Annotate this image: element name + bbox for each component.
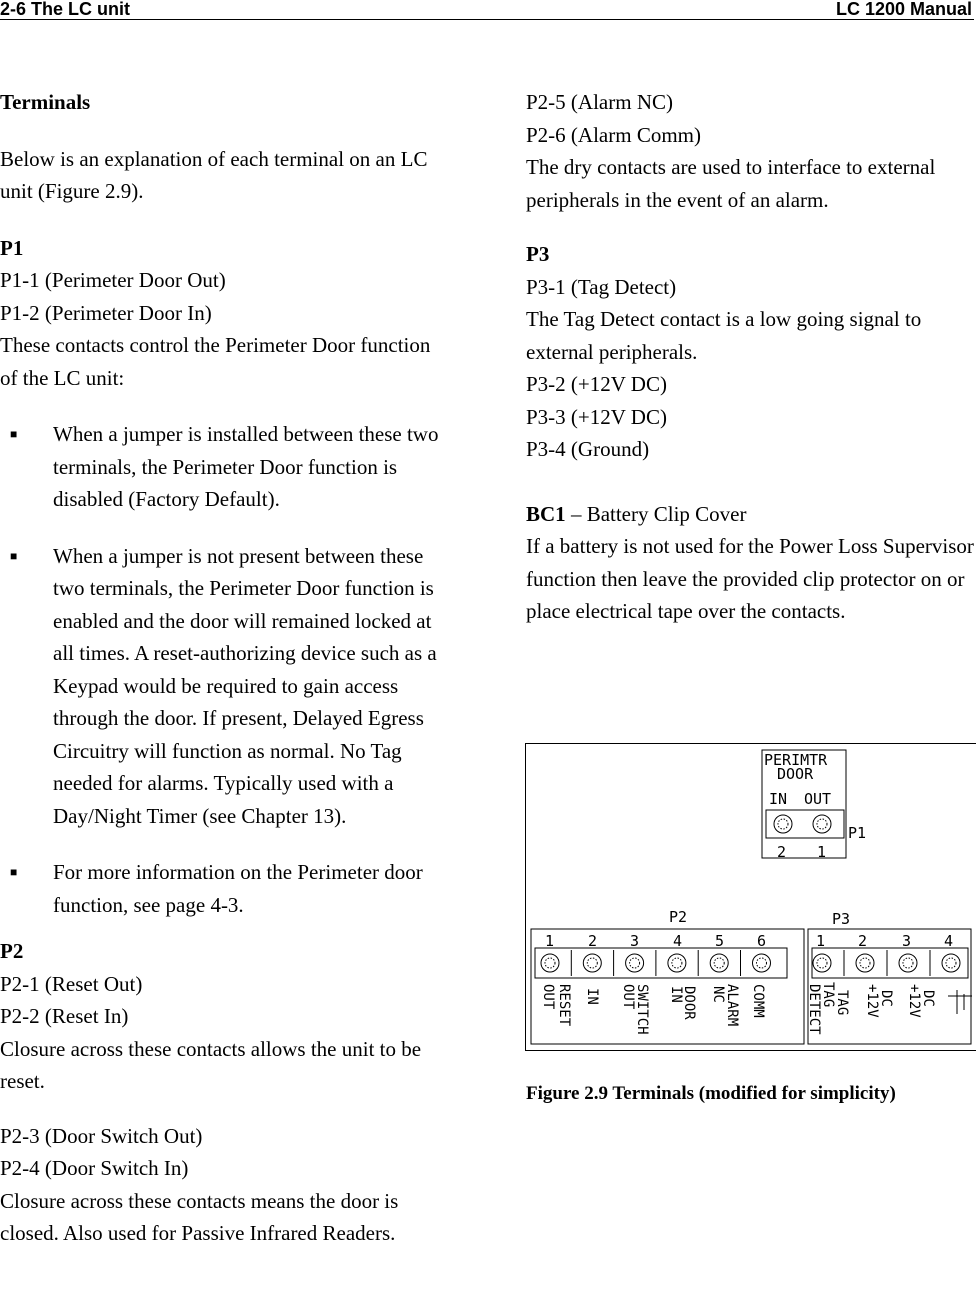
p3-heading: P3 xyxy=(526,242,550,266)
p2-1-label: P2-1 (Reset Out) xyxy=(0,971,143,996)
p2-label-out: OUT xyxy=(540,984,556,1010)
p2-terminal-strip xyxy=(535,948,787,978)
header-section-title: 2-6 The LC unit xyxy=(0,0,130,19)
p2-label-in: IN xyxy=(584,988,600,1005)
p3-number: 3 xyxy=(902,932,912,950)
p3-screw-terminal xyxy=(899,954,917,972)
p2-number: 3 xyxy=(630,932,640,950)
p3-screw-terminal xyxy=(813,954,831,972)
p2-screw-terminal xyxy=(541,954,559,972)
square-bullet-icon: ■ xyxy=(10,548,18,563)
header-manual-title: LC 1200 Manual xyxy=(835,0,972,19)
p3-label-dc-1: DC xyxy=(878,990,894,1007)
p2-terminal-numbers xyxy=(545,932,766,950)
p2-door-description: Closure across these contacts means the door is closed. Also used for Passive Infrared Readers. xyxy=(0,1188,399,1245)
p1-bullet-list xyxy=(0,418,452,921)
perim-number-1: 1 xyxy=(817,843,827,861)
p3-connector-label: P3 xyxy=(832,910,851,928)
list-item: ■ When a jumper is not present between these two terminals, the Perimeter Door function is enabled and the door will remained locked at all times. A reset-authorizing device such as a Keypad would be required to gain access through the door. If present, Delayed Egress Circuitry will function as normal. No Tag needed for alarms. Typically used with a Day/Night Timer (see Chapter 13). xyxy=(0,540,452,833)
terminals-heading: Terminals xyxy=(0,90,91,114)
page-header xyxy=(0,0,974,20)
list-item: ■ When a jumper is installed between these two terminals, the Perimeter Door function is disabled (Factory Default). xyxy=(0,418,452,516)
p3-terminal-labels xyxy=(806,982,936,1035)
p3-label-detect: DETECT xyxy=(806,984,822,1035)
p2-screw-terminal xyxy=(626,954,644,972)
p2-3-label: P2-3 (Door Switch Out) xyxy=(0,1123,203,1148)
ground-symbol-icon xyxy=(948,990,972,1014)
p3-4-label: P3-4 (Ground) xyxy=(526,437,650,461)
perim-screw-2 xyxy=(774,815,792,833)
p3-label-12v-2: +12V xyxy=(906,984,922,1018)
p2-5-label: P2-5 (Alarm NC) xyxy=(526,90,673,114)
p3-2-label: P3-2 (+12V DC) xyxy=(526,372,667,396)
p2-label-comm: COMM xyxy=(750,984,766,1018)
bc1-title: – Battery Clip Cover xyxy=(565,501,747,526)
p2-label-alarm: ALARM xyxy=(724,984,740,1027)
perim-number-2: 2 xyxy=(777,843,787,861)
p2-number: 1 xyxy=(545,932,555,950)
figure-caption: Figure 2.9 Terminals (modified for simplicity) xyxy=(526,1083,896,1104)
left-column xyxy=(0,86,452,1250)
p1-description: These contacts control the Perimeter Door function of the LC unit: xyxy=(0,333,431,390)
p2-dividers xyxy=(571,950,740,976)
p3-1-label: P3-1 (Tag Detect) xyxy=(526,274,677,299)
terminals-figure xyxy=(525,743,976,1051)
p2-number: 4 xyxy=(673,932,683,950)
p2-number: 6 xyxy=(757,932,767,950)
p2-alarm-description: The dry contacts are used to interface to external peripherals in the event of an alarm. xyxy=(526,155,936,212)
p2-label-in-2: IN xyxy=(668,986,684,1003)
p3-label-12v-1: +12V xyxy=(864,984,880,1018)
p2-4-label: P2-4 (Door Switch In) xyxy=(0,1156,189,1180)
p3-description: The Tag Detect contact is a low going signal to external peripherals. xyxy=(526,307,922,364)
p2-screw-terminal xyxy=(710,954,728,972)
perim-title-1: PERIMTR xyxy=(764,751,828,769)
p1-connector-label: P1 xyxy=(848,824,867,842)
square-bullet-icon: ■ xyxy=(10,427,18,441)
p3-label-tag-2: TAG xyxy=(834,990,850,1016)
p3-number: 1 xyxy=(816,932,826,950)
terminals-intro: Below is an explanation of each terminal on an LC unit (Figure 2.9). xyxy=(0,146,428,203)
p2-label-door: DOOR xyxy=(681,986,697,1020)
terminals-diagram xyxy=(526,744,976,1050)
p2-terminal-labels xyxy=(540,984,766,1035)
p2-screw-terminal xyxy=(583,954,601,972)
p3-screw-terminal xyxy=(942,954,960,972)
p2-number: 5 xyxy=(715,932,725,950)
p2-label-out-2: OUT xyxy=(620,984,636,1010)
p1-heading: P1 xyxy=(0,235,24,260)
p2-label-nc: NC xyxy=(710,986,726,1003)
p2-number: 2 xyxy=(588,932,598,950)
p2-2-label: P2-2 (Reset In) xyxy=(0,1004,129,1028)
p2-label-switch: SWITCH xyxy=(634,984,650,1035)
p2-reset-description: Closure across these contacts allows the unit to be reset. xyxy=(0,1036,422,1093)
p2-screw-terminal xyxy=(668,954,686,972)
p2-heading: P2 xyxy=(0,939,24,963)
p2-connector-label: P2 xyxy=(669,908,688,926)
p2-label-reset: RESET xyxy=(556,984,572,1027)
perim-in-label: IN xyxy=(769,790,788,808)
bc1-label: BC1 xyxy=(526,501,566,526)
p3-screw-terminal xyxy=(856,954,874,972)
perim-screw-1 xyxy=(813,815,831,833)
right-column xyxy=(526,86,976,628)
p3-label-dc-2: DC xyxy=(920,990,936,1007)
p3-terminal-numbers xyxy=(816,932,953,950)
p3-number: 4 xyxy=(944,932,954,950)
p2-screw-terminal xyxy=(753,954,771,972)
p3-3-label: P3-3 (+12V DC) xyxy=(526,404,667,429)
list-item: ■ For more information on the Perimeter door function, see page 4-3. xyxy=(0,856,452,921)
perim-out-label: OUT xyxy=(804,790,832,808)
square-bullet-icon: ■ xyxy=(10,865,18,879)
p3-label-tag: TAG xyxy=(820,982,836,1008)
p3-number: 2 xyxy=(858,932,868,950)
p3-terminal-strip xyxy=(812,948,968,978)
p1-2-label: P1-2 (Perimeter Door In) xyxy=(0,300,212,325)
p1-1-label: P1-1 (Perimeter Door Out) xyxy=(0,268,226,292)
bc1-title-line xyxy=(526,498,976,531)
perim-title-2: DOOR xyxy=(777,765,814,783)
p2-6-label: P2-6 (Alarm Comm) xyxy=(526,122,701,147)
bc1-description: If a battery is not used for the Power Loss Supervisor function then leave the provided clip protector on or place electrical tape over the contacts. xyxy=(526,534,974,623)
